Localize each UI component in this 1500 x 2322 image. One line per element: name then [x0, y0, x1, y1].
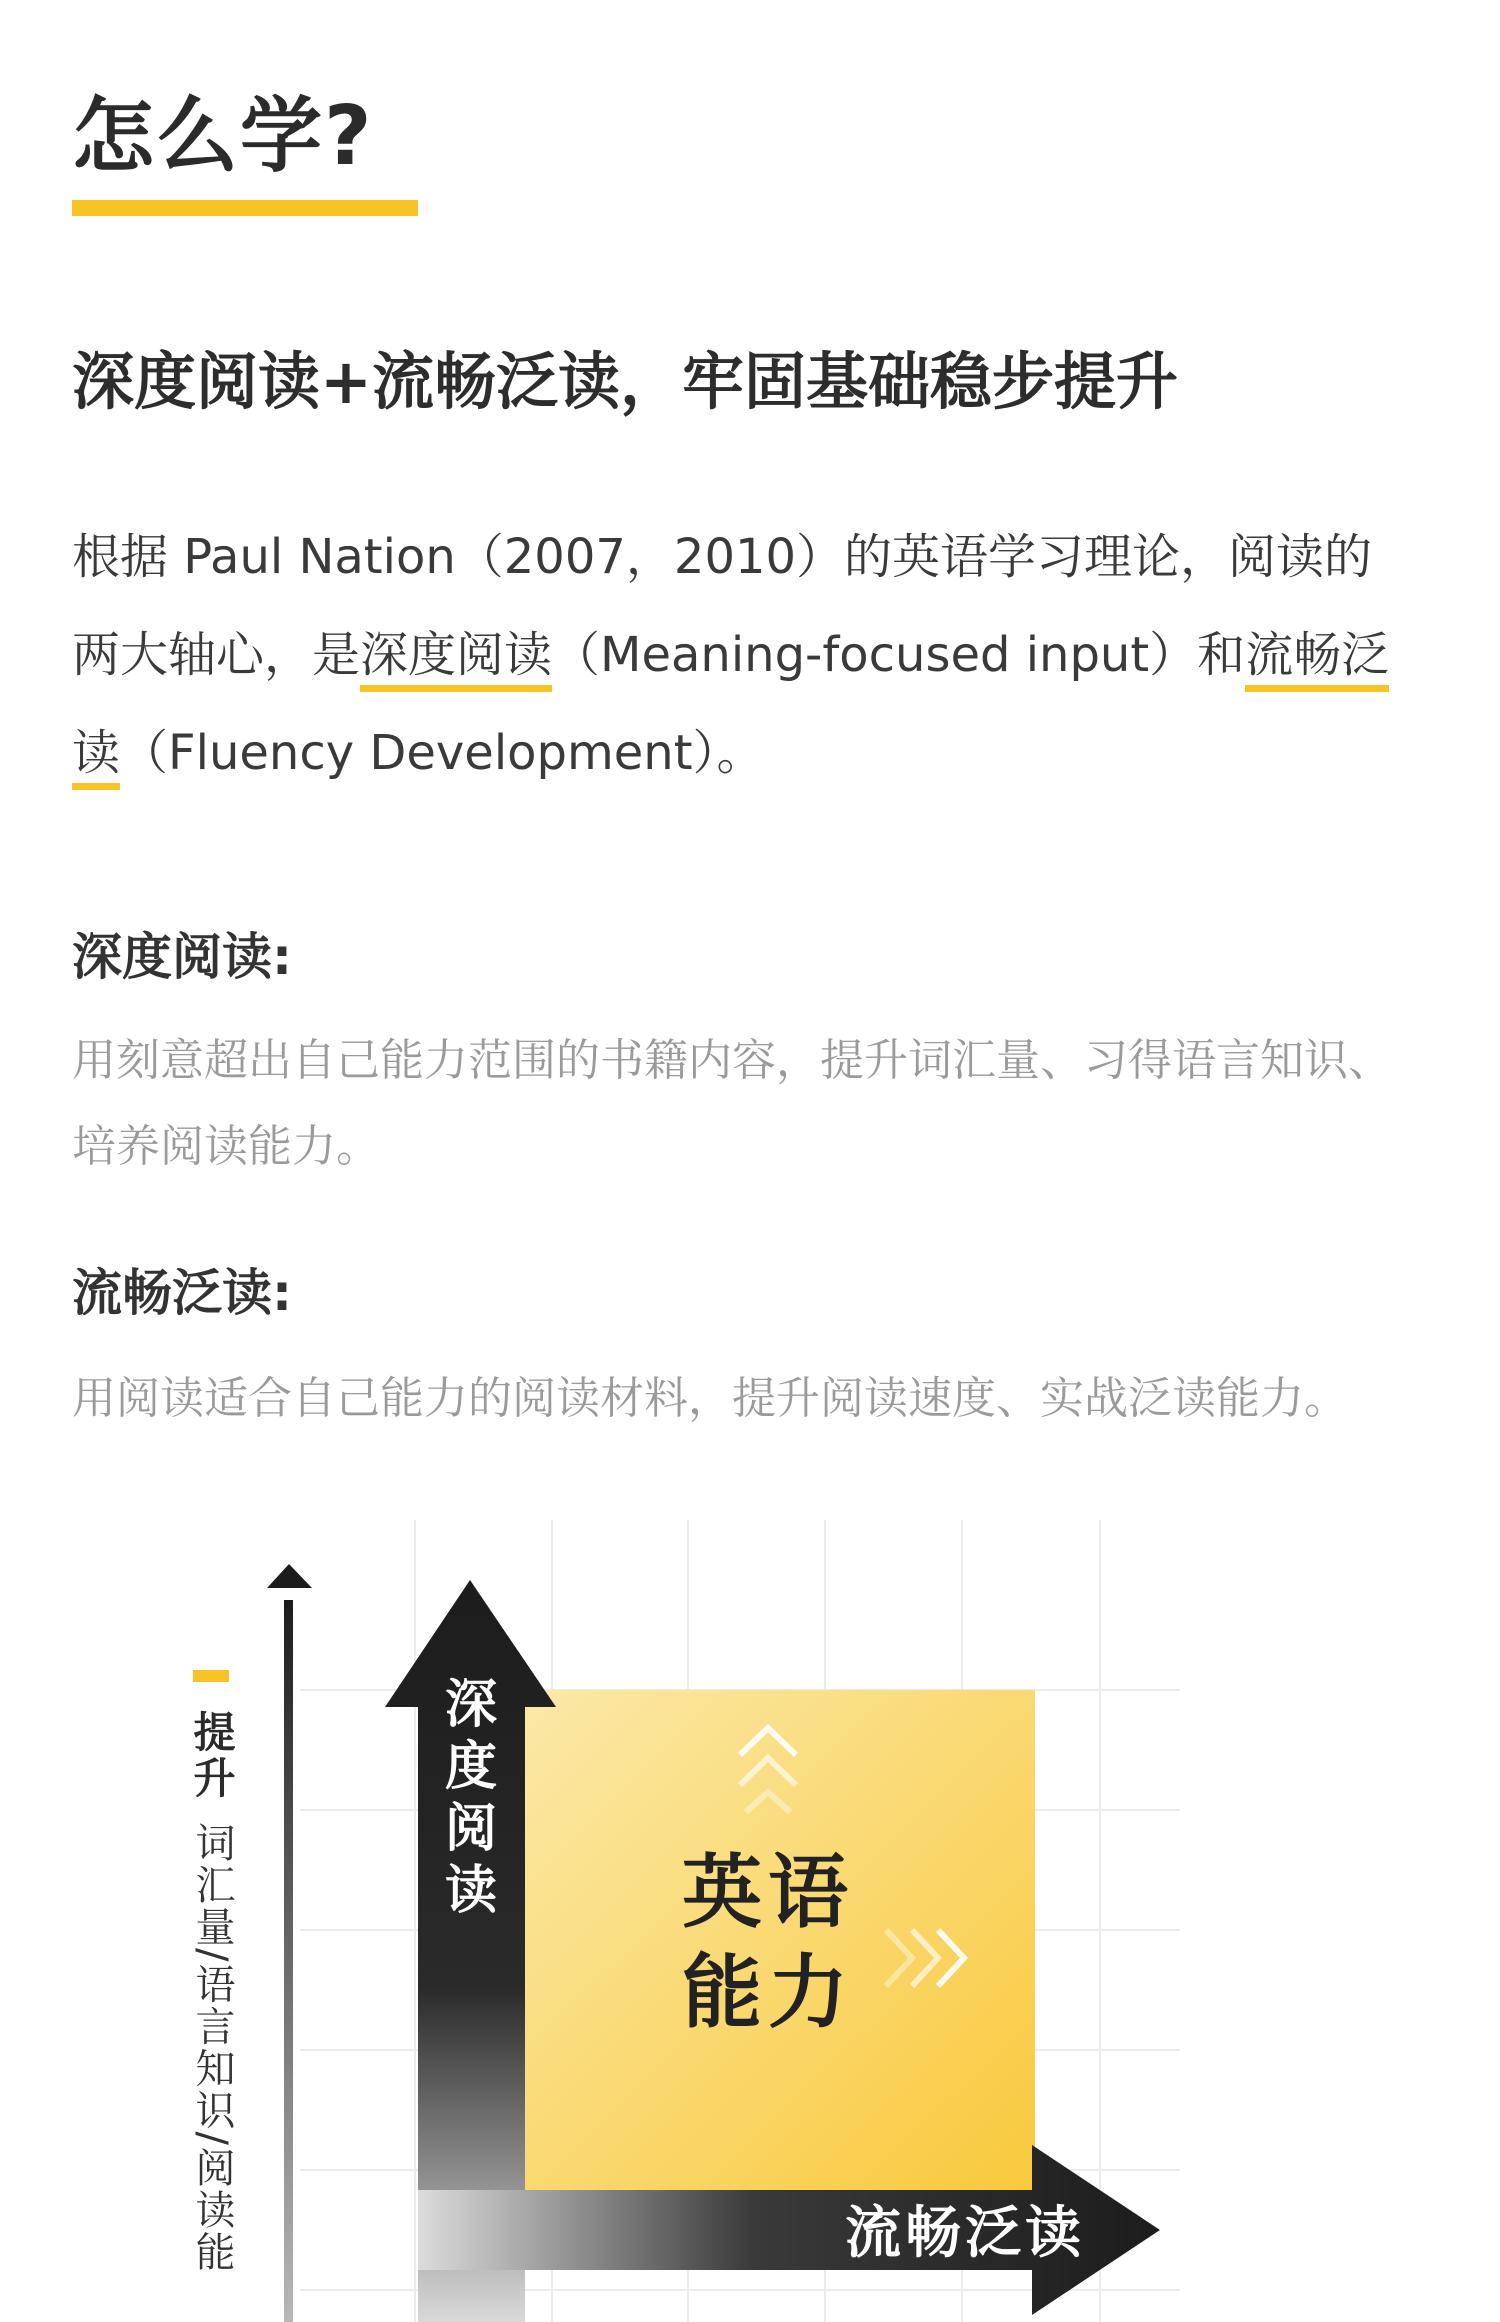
title-underline	[72, 200, 418, 216]
intro-text-1: 根据 Paul Nation（2007，2010）的英语学习理论，阅读的两大轴心，是	[72, 529, 1373, 683]
deep-char-3: 阅	[444, 1799, 498, 1859]
intro-paragraph	[72, 508, 1402, 802]
intro-text-3: （Fluency Development）。	[120, 725, 765, 781]
intro-text-2: （Meaning-focused input）和	[552, 627, 1246, 683]
deep-char-1: 深	[444, 1675, 498, 1735]
y-axis-arrowhead	[267, 1564, 312, 1588]
center-label-line1: 英语	[682, 1846, 854, 1939]
section-subtitle: 深度阅读+流畅泛读，牢固基础稳步提升	[72, 345, 1178, 418]
fluent-reading-heading: 流畅泛读:	[72, 1264, 292, 1322]
page-title: 怎么学?	[72, 89, 374, 184]
y-axis-lift-label: 提升	[187, 1710, 237, 1802]
highlight-fluent-reading: 流畅泛读	[72, 627, 1389, 790]
deep-reading-heading: 深度阅读:	[72, 928, 292, 986]
highlight-deep-reading: 深度阅读	[360, 627, 552, 692]
y-axis-line	[284, 1600, 293, 2322]
center-label-line2: 能力	[682, 1946, 854, 2039]
lift-marker	[193, 1670, 229, 1682]
reading-diagram	[0, 1500, 1500, 2322]
y-axis-label: 词汇量/语言知识/阅读能	[189, 1822, 235, 2273]
deep-char-2: 度	[444, 1737, 498, 1797]
fluent-reading-description: 用阅读适合自己能力的阅读材料，提升阅读速度、实战泛读能力。	[72, 1373, 1348, 1424]
fluent-reading-arrow-label: 流畅泛读	[845, 2201, 1085, 2266]
deep-reading-description: 用刻意超出自己能力范围的书籍内容，提升词汇量、习得语言知识、培养阅读能力。	[72, 1035, 1392, 1172]
deep-char-4: 读	[444, 1861, 498, 1921]
